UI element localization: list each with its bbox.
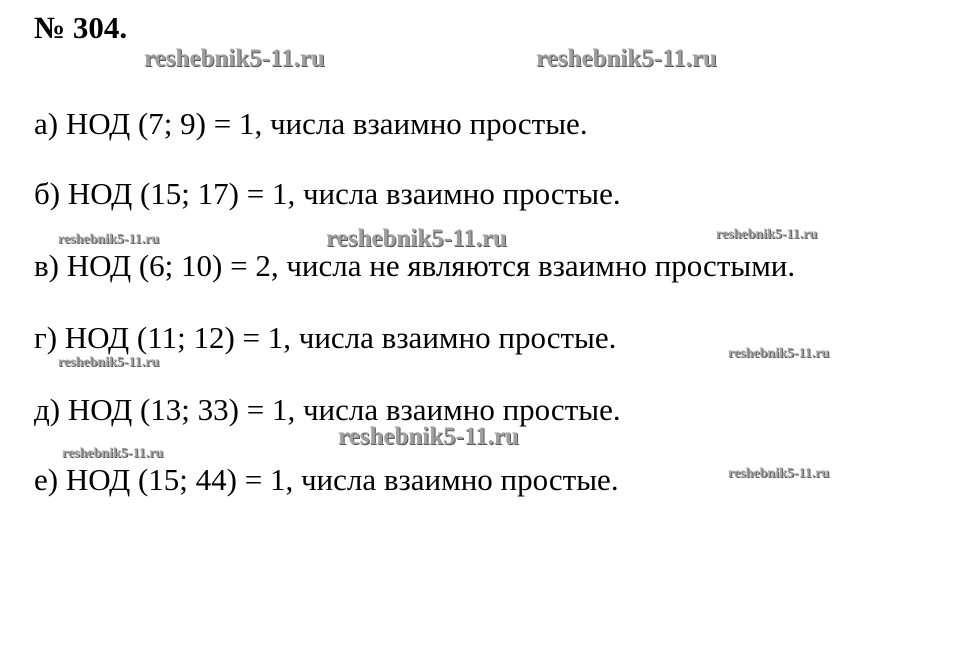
answer-v: в) НОД (6; 10) = 2, числа не являются взаимно простыми. — [34, 248, 796, 283]
watermark: reshebnik5-11.ru — [728, 466, 830, 481]
watermark: reshebnik5-11.ru — [536, 45, 717, 72]
answer-g: г) НОД (11; 12) = 1, числа взаимно простые. — [34, 320, 617, 355]
watermark: reshebnik5-11.ru — [58, 232, 160, 247]
watermark: reshebnik5-11.ru — [62, 446, 164, 461]
watermark: reshebnik5-11.ru — [326, 225, 507, 252]
answer-a: а) НОД (7; 9) = 1, числа взаимно простые. — [34, 106, 588, 141]
answer-d: д) НОД (13; 33) = 1, числа взаимно простые. — [34, 392, 621, 427]
watermark: reshebnik5-11.ru — [58, 355, 160, 370]
watermark: reshebnik5-11.ru — [716, 227, 818, 242]
answer-e: е) НОД (15; 44) = 1, числа взаимно простые. — [34, 462, 619, 497]
problem-number: № 304. — [34, 10, 128, 45]
watermark: reshebnik5-11.ru — [728, 346, 830, 361]
watermark: reshebnik5-11.ru — [144, 45, 325, 72]
answer-b: б) НОД (15; 17) = 1, числа взаимно простые. — [34, 176, 621, 211]
watermark: reshebnik5-11.ru — [338, 423, 519, 450]
